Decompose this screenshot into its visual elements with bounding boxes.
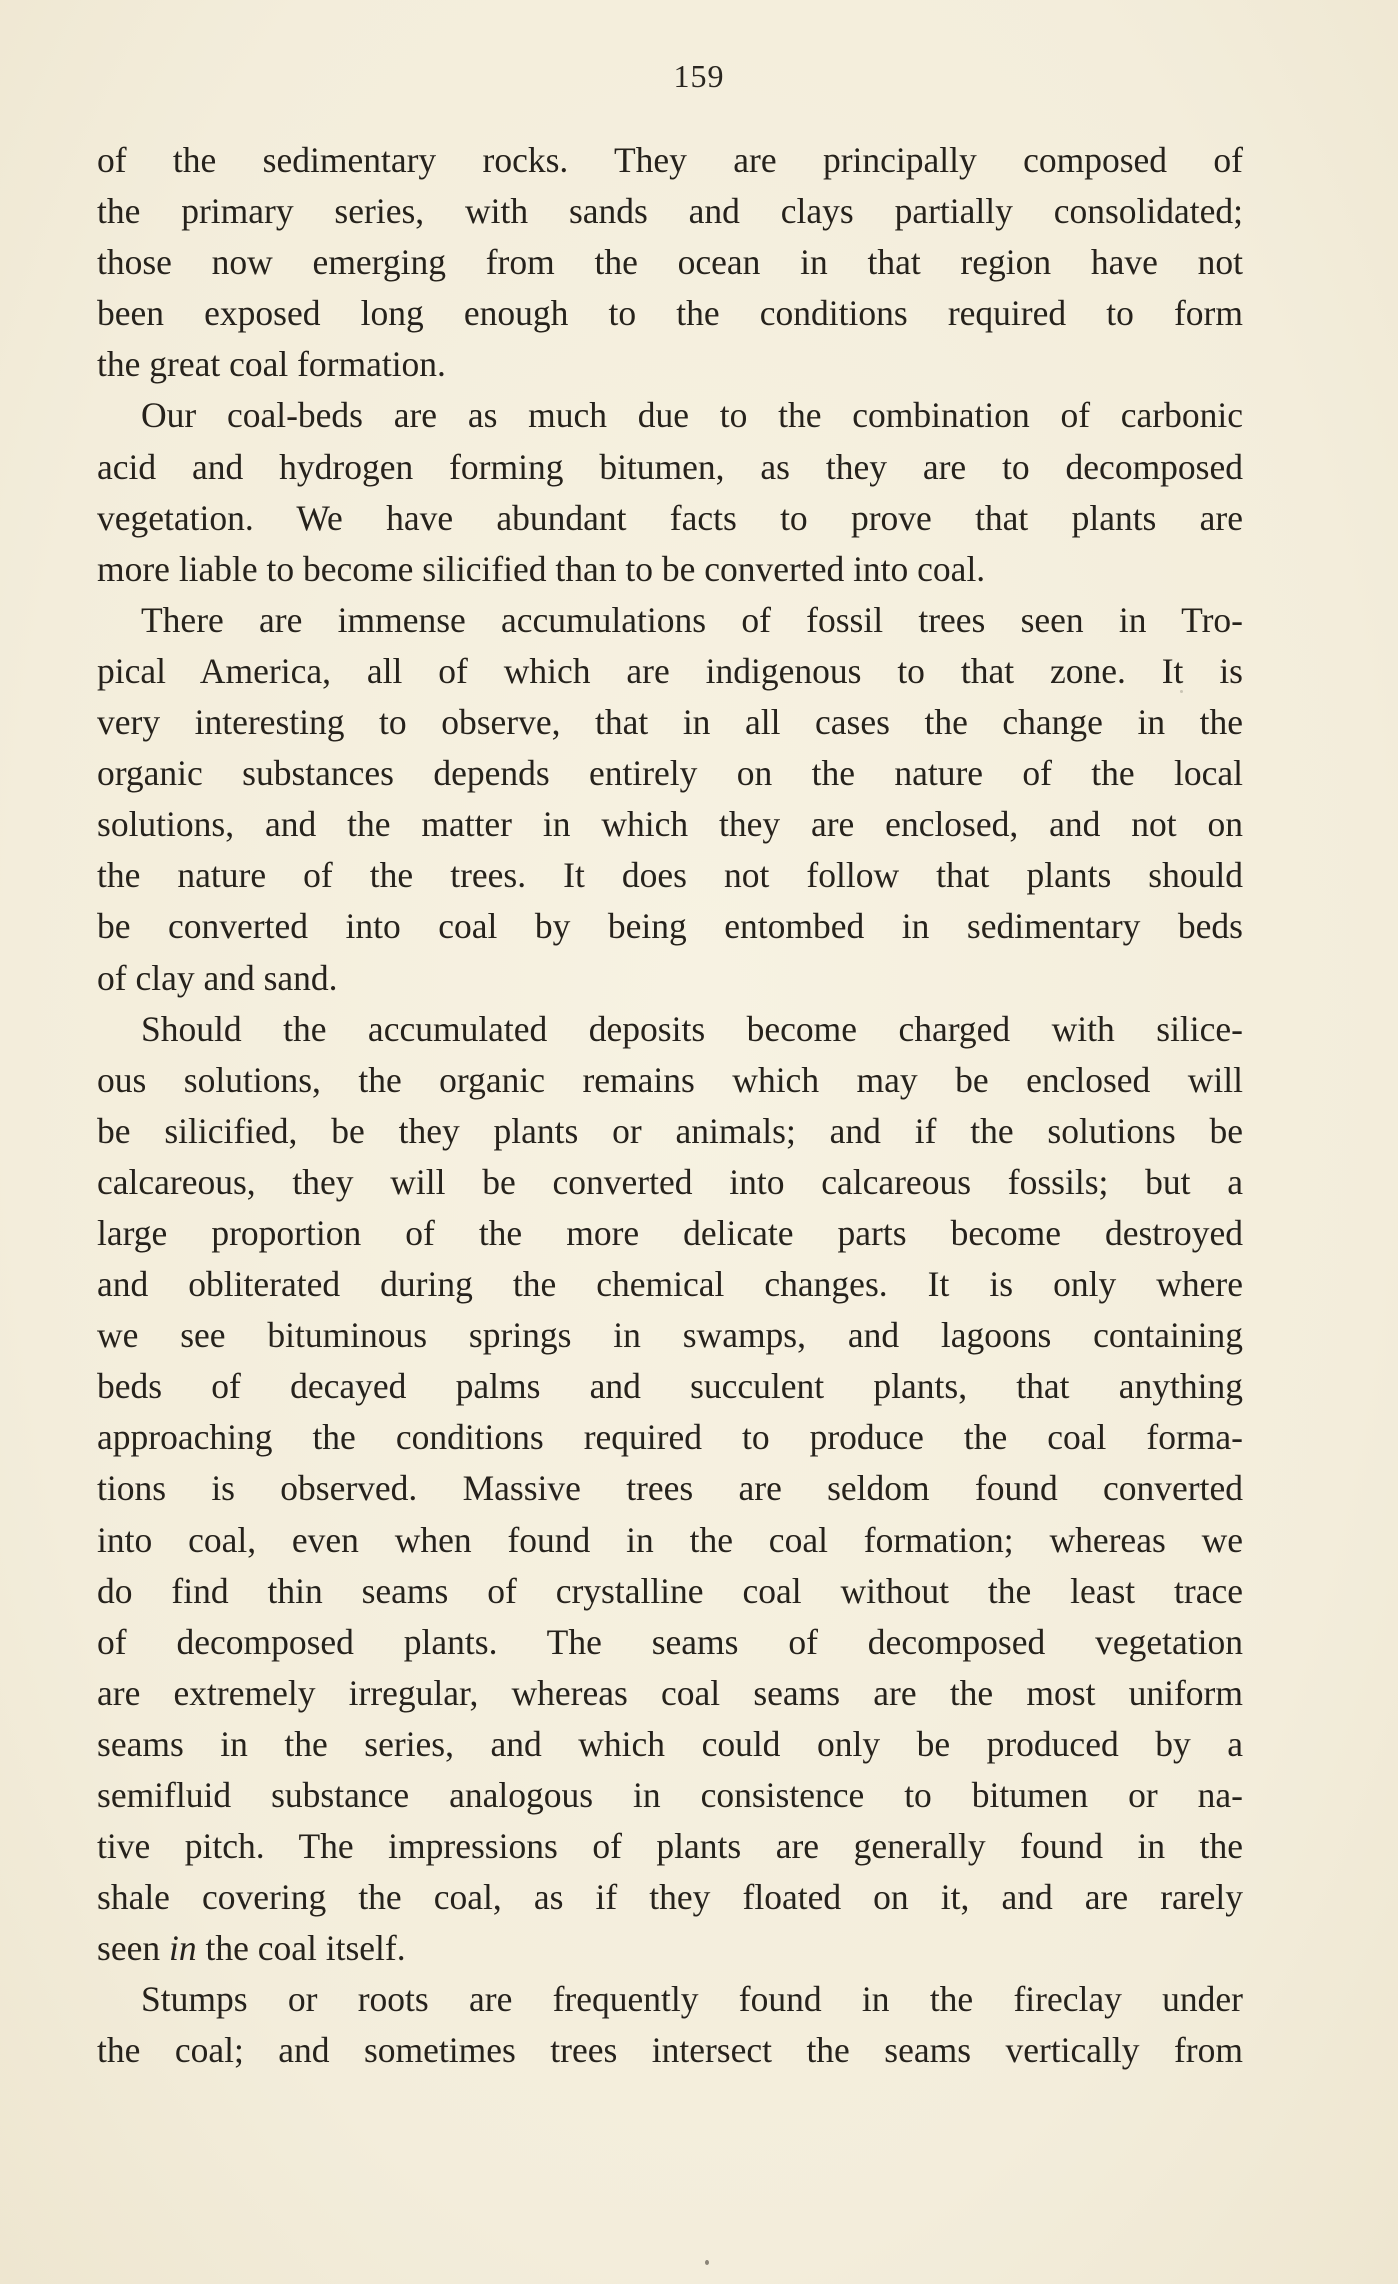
text-line: Our coal-beds are as much due to the combination of carbonic: [141, 395, 1243, 436]
text-line: large proportion of the more delicate parts become destroyed: [97, 1212, 1243, 1253]
text-line: those now emerging from the ocean in that region have not: [97, 242, 1243, 283]
text-line: the primary series, with sands and clays partially consolidated;: [97, 191, 1243, 232]
text-line: the great coal formation.: [97, 344, 446, 385]
text-line: organic substances depends entirely on the nature of the local: [97, 753, 1243, 794]
text-line: and obliterated during the chemical changes. It is only where: [97, 1264, 1243, 1305]
text-segment: the coal itself.: [205, 1928, 406, 1969]
text-line: semifluid substance analogous in consistence to bitumen or na-: [97, 1775, 1243, 1815]
text-line: very interesting to observe, that in all cases the change in the: [97, 702, 1243, 743]
text-line: vegetation. We have abundant facts to prove that plants are: [97, 497, 1243, 538]
text-line: the nature of the trees. It does not follow that plants should: [97, 855, 1243, 896]
text-line: acid and hydrogen forming bitumen, as they are to decomposed: [97, 446, 1243, 487]
text-line: tions is observed. Massive trees are seldom found converted: [97, 1468, 1243, 1509]
text-line: more liable to become silicified than to be converted into coal.: [97, 548, 986, 589]
text-line: tive pitch. The impressions of plants are generally found in the: [97, 1826, 1243, 1867]
text-line: be silicified, be they plants or animals; and if the solutions be: [97, 1110, 1243, 1151]
text-line: shale covering the coal, as if they floated on it, and are rarely: [97, 1877, 1243, 1918]
text-line: we see bituminous springs in swamps, and lagoons containing: [97, 1315, 1243, 1356]
paper-speck: [1180, 690, 1183, 693]
text-line: been exposed long enough to the conditions required to form: [97, 293, 1243, 334]
text-line: [97, 1923, 1243, 1974]
text-line: Should the accumulated deposits become charged with silice-: [141, 1008, 1243, 1049]
text-line: pical America, all of which are indigenous to that zone. It is: [97, 650, 1243, 691]
text-line: the coal; and sometimes trees intersect the seams vertically from: [97, 2030, 1243, 2071]
text-line: of clay and sand.: [97, 957, 338, 998]
text-line: seams in the series, and which could only be produced by a: [97, 1723, 1243, 1764]
text-line: beds of decayed palms and succulent plants, that anything: [97, 1366, 1243, 1407]
italic-word: in: [168, 1928, 197, 1969]
text-line: do find thin seams of crystalline coal without the least trace: [97, 1570, 1243, 1611]
text-segment: seen: [97, 1928, 161, 1969]
page-number: 159: [673, 58, 725, 94]
text-line: into coal, even when found in the coal formation; whereas we: [97, 1519, 1243, 1560]
text-line: of the sedimentary rocks. They are principally composed of: [97, 140, 1243, 180]
paper-speck: [705, 2260, 709, 2265]
text-line: calcareous, they will be converted into calcareous fossils; but a: [97, 1161, 1243, 1202]
text-line: ous solutions, the organic remains which may be enclosed will: [97, 1059, 1243, 1100]
text-line: approaching the conditions required to produce the coal forma-: [97, 1417, 1243, 1458]
text-line: There are immense accumulations of fossil trees seen in Tro-: [141, 599, 1243, 640]
text-line: solutions, and the matter in which they are enclosed, and not on: [97, 804, 1243, 845]
text-line: of decomposed plants. The seams of decomposed vegetation: [97, 1621, 1243, 1662]
body-text: [97, 135, 1243, 2077]
text-line: Stumps or roots are frequently found in the fireclay under: [141, 1979, 1243, 2020]
text-line: be converted into coal by being entombed in sedimentary beds: [97, 906, 1243, 947]
text-line: are extremely irregular, whereas coal seams are the most uniform: [97, 1672, 1243, 1713]
